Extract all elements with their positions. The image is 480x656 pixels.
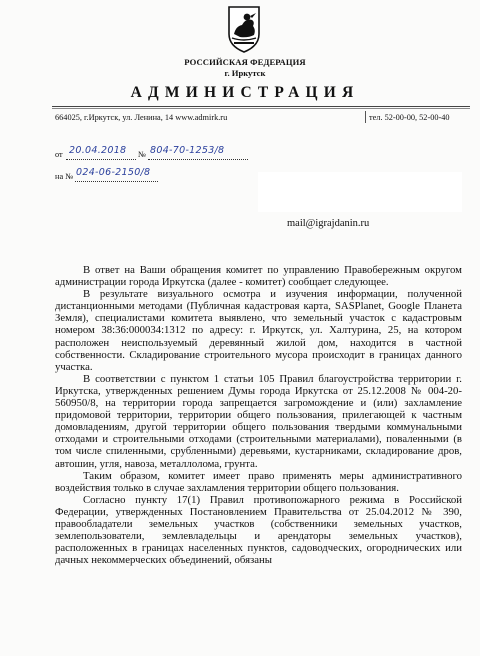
- number-underline: [148, 159, 248, 160]
- paragraph: В ответ на Ваши обращения комитет по управлению Правобережным округом администрации города Иркутска (далее - комитет) сообщает следующее.: [55, 264, 462, 289]
- paragraph: В результате визуального осмотра и изучения информации, полученной дистанционными методами (Публичная кадастровая карта, SASPlanet, Google Планета Земля), специалистами комитета выявлено, что земельный участок с кадастровым номером 38:36:000034:1312 по адресу: г. Иркутск, ул. Халтурина, 25, на котором расположен неиспользуемый деревянный жилой дом, находится в частной собственности. Складирование строительного мусора происходит в границах данного участка.: [55, 288, 462, 373]
- outgoing-date: 20.04.2018: [69, 145, 127, 156]
- federation-title: РОССИЙСКАЯ ФЕДЕРАЦИЯ: [184, 57, 306, 67]
- number-label: №: [138, 150, 146, 159]
- irkutsk-coat-of-arms-icon: [226, 4, 262, 54]
- recipient-email: mail@igrajdanin.ru: [287, 218, 370, 229]
- paragraph: Согласно пункту 17(1) Правил противопожарного режима в Российской Федерации, утвержденных Постановлением Правительства от 25.04.2012 № 390, правообладатели земельных участков (собственники земельных участков, землепользователи, землевладельцы и арендаторы земельных участков), расположенных в границах населенных пунктов, садоводческих, огороднических или дачных некоммерческих объединений, обязаны: [55, 493, 462, 567]
- header-divider: [52, 106, 470, 107]
- administration-title: АДМИНИСТРАЦИЯ: [130, 84, 360, 101]
- incoming-label: на №: [55, 172, 74, 181]
- paragraph: Таким образом, комитет имеет право применять меры административного воздействия только в случае захламления территории общего пользования.: [55, 469, 462, 494]
- date-label: от: [55, 150, 63, 159]
- incoming-underline: [75, 181, 158, 182]
- header-divider-thin: [52, 108, 470, 109]
- date-underline: [66, 159, 136, 160]
- incoming-number: 024-06-2150/8: [76, 167, 151, 178]
- paragraph: В соответствии с пунктом 1 статьи 105 Правил благоустройства территории г. Иркутска, утвержденных решением Думы города Иркутска от 25.12.2008 № 004-20-560950/8, на территории города запрещается загромождение и (или) захламление придомовой территории, территории общего пользования, прилегающей к частным домовладениям, другой территории общего пользования твердыми коммунальными отходами и строительными отходами (строительными материалами), поваленными (в том числе спиленными, срубленными) деревьями, кустарниками, складирование дров, автошин, угля, навоза, металлолома, грунта.: [55, 372, 462, 470]
- contact-address: 664025, г.Иркутск, ул. Ленина, 14 www.admirk.ru: [55, 113, 228, 122]
- contact-phone: тел. 52-00-00, 52-00-40: [369, 113, 450, 122]
- city-title: г. Иркутск: [224, 68, 266, 78]
- letter-body: [55, 264, 462, 566]
- phone-separator: [365, 111, 366, 123]
- outgoing-number: 804-70-1253/8: [150, 145, 225, 156]
- redacted-addressee: [258, 172, 462, 212]
